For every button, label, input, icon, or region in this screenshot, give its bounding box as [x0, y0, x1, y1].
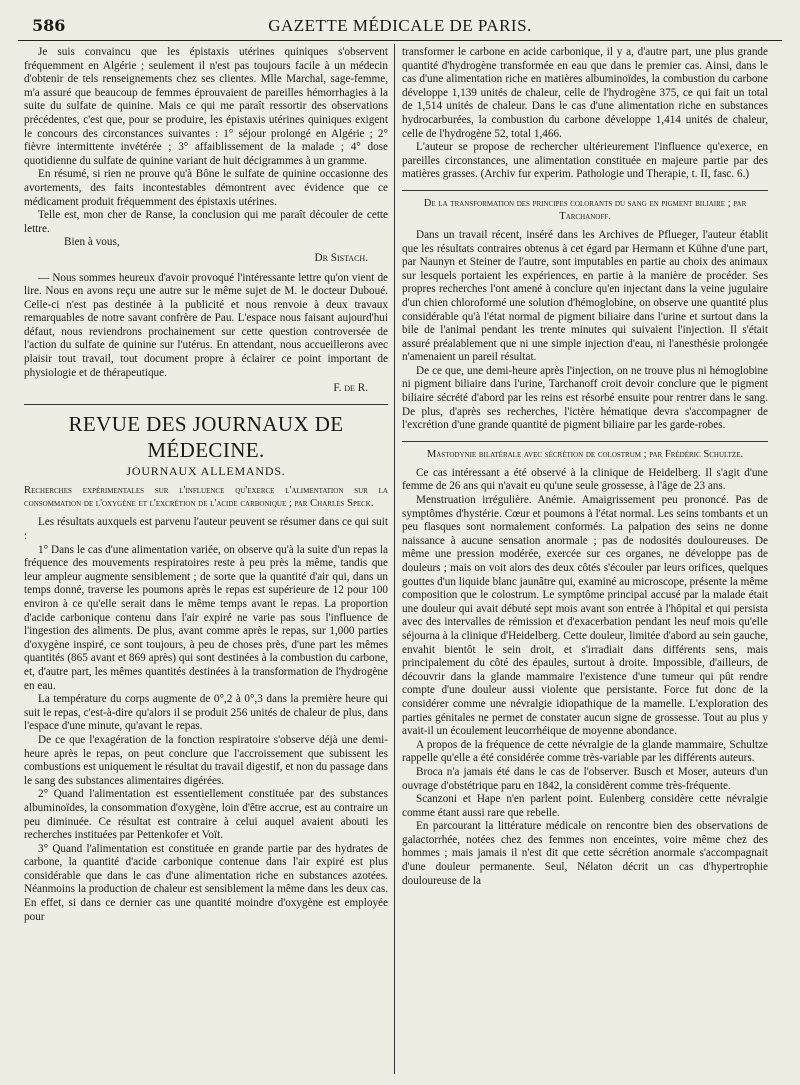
article-title: Recherches expérimentales sur l'influence qu'exerce l'alimentation sur la consommation de l'oxygène et l'excrétion de l'acide carbonique ; par Charles Speck. — [24, 485, 388, 510]
page-header — [18, 12, 782, 38]
paragraph: 2° Quand l'alimentation est essentiellement constituée par des substances albuminoïdes, la consommation d'oxygène, loin d'être accrue, est au contraire un peu diminuée. Ce résultat est contraire à celui auquel avaient abouti les recherches instituées par Pettenkofer et Voït. — [24, 788, 388, 842]
paragraph: Scanzoni et Hape n'en parlent point. Eulenberg considère cette névralgie comme étant aussi rare que rebelle. — [402, 793, 768, 819]
section-rule — [24, 404, 388, 405]
paragraph: Je suis convaincu que les épistaxis utérines quiniques s'observent fréquemment en Algérie ; seulement il n'est pas toujours facile à un médecin d'obtenir de tels renseignements chez ses clientes. Mlle Marchal, sage-femme, m'a assuré que beaucoup de femmes éprouvaient de pareilles hémorrhagies à la suite du sulfate de quinine. Mais ce qui me paraît ressortir des observations précédentes, c'est que, pour se produire, les épistaxis utérines quiniques exigent le concours des circonstances suivantes : 1° séjour prolongé en Algérie ; 2° fièvre intermittente invétérée ; 3° affaiblissement de la malade ; 4° dose quotidienne du sulfate de quinine variant de huit décigrammes à un gramme. — [24, 46, 388, 167]
article-title: De la transformation des principes colorants du sang en pigment biliaire ; par Tarchanoff. — [423, 197, 747, 222]
paragraph: 1° Dans le cas d'une alimentation variée, on observe qu'à la suite d'un repas la fréquence des mouvements respiratoires reste à peu près la même, tandis que leur ampleur augmente sensiblement ; de sorte que la quantité d'air qui, dans un temps donné, traverse les poumons après le repas est supérieure de 12 pour 100 environ à ce qu'elle serait dans le même temps avant le repas. La proportion d'acide carbonique contenu dans l'air expiré ne varie pas sous l'influence de l'ingestion des aliments. De plus, avant comme après le repas, sur 1,000 parties d'oxygène inspiré, ce sont toujours, à peu de choses près, d'une part les mêmes quantités (865 avant et 869 après) qui sont destinées à la combustion du carbone, et, d'autre part, les mêmes quantités destinées à la transformation de l'hydrogène en eau. — [24, 543, 388, 692]
paragraph: A propos de la fréquence de cette névralgie de la glande mammaire, Schultze rappelle qu'elle a été considérée comme très-variable par les différents auteurs. — [402, 738, 768, 765]
paragraph: Les résultats auxquels est parvenu l'auteur peuvent se résumer dans ce qui suit : — [24, 516, 388, 543]
article-title: Mastodynie bilatérale avec sécrétion de colostrum ; par Frédéric Schultze. — [426, 448, 744, 460]
subsection-title: JOURNAUX ALLEMANDS. — [126, 463, 286, 478]
paragraph: La température du corps augmente de 0°,2 à 0°,3 dans la première heure qui suit le repas, c'est-à-dire qu'alors il se produit 256 unités de chaleur de plus, dans l'espace d'une minute, qu'avant le repas. — [24, 693, 388, 733]
paragraph: Dans un travail récent, inséré dans les Archives de Pflueger, l'auteur établit que les résultats contraires obtenus à cet égard par Hermann et Kühne d'une part, par Naunyn et Steiner de l'autre, sont imputables en partie au choix des animaux sur lesquels portaient les expériences, en partie à la manière de procéder. Ses propres recherches l'ont amené à conclure qu'en injectant dans la veine jugulaire d'un chien chloroformé une solution d'hémoglobine, on observe une quantité plus considérable qu'à l'état normal de pigment biliaire dans l'urine et surtout dans la bile de l'animal pendant les trente minutes qui suivaient l'injection. Il s'était assuré préalablement que ni une simple injection d'eau, ni l'anesthésie prolongée n'amenaient un pareil résultat. — [402, 228, 768, 364]
paragraph: transformer le carbone en acide carbonique, il y a, d'autre part, une plus grande quantité d'hydrogène transformée en eau que dans le premier cas. Ainsi, dans le cas d'une alimentation riche en matières albuminoïdes, la combustion du carbone développe 1,139 unités de chaleur, celle de l'hydrogène 375, ce qui fait un total de 1,514 unités de chaleur. Dans le cas d'une alimentation riche en substances hydrocarburées, la combustion du carbone développe 1,414 unités de chaleur, celle de l'hydrogène 52, total 1,466. — [402, 46, 768, 140]
editor-signature: F. de R. — [333, 382, 368, 395]
editor-note: — Nous sommes heureux d'avoir provoqué l'intéressante lettre qu'on vient de lire. Nous en avons reçu une autre sur le même sujet de M. le docteur Duboué. Celle-ci n'est pas destinée à la publicité et nous renvoie à deux travaux remarquables de notre savant confrère de Pau. L'espace nous faisant aujourd'hui défaut, nous reviendrons prochainement sur cette question controversée de l'action du sulfate de quinine sur l'utérus. En attendant, nous accueillerons avec plaisir tout travail, tout document propre à éclairer ce point important de physiologie et de thérapeutique. — [24, 271, 388, 379]
paragraph: Telle est, mon cher de Ranse, la conclusion qui me paraît découler de cette lettre. — [24, 209, 388, 235]
paragraph: Broca n'a jamais été dans le cas de l'observer. Busch et Moser, auteurs d'un ouvrage d'obstétrique paru en 1842, la considèrent comme très-fréquente. — [402, 765, 768, 792]
paragraph: 3° Quand l'alimentation est constituée en grande partie par des hydrates de carbone, la quantité d'acide carbonique contenue dans l'air expiré est plus considérable que dans le cas d'une alimentation riche en substances azotées. Néanmoins la production de chaleur est sensiblement la même dans les deux cas. En effet, si dans ce dernier cas une quantité moindre d'oxygène est employée pour — [24, 842, 388, 923]
paragraph: Menstruation irrégulière. Anémie. Amaigrissement peu prononcé. Pas de symptômes d'hystérie. Cœur et poumons à l'état normal. Les seins tombants et un peu flasques sont normalement conformés. La palpation des seins ne donne naissance à aucune sensation anormale ; pas de nodosités douloureuses. De même une pression modérée, exercée sur ces organes, ne développe pas de douleurs ; mais on voit alors des deux côtés s'écouler par leurs orifices, quelques gouttes d'un liquide blanc jaunâtre qui, examiné au microscope, présente la même composition que le colostrum. Le symptôme principal accusé par la malade était une douleur qui avait débuté sept mois avant son entrée à l'hôpital et qui persista avec des intervalles de rémission et d'exacerbation pendant les neuf mois qu'elle séjourna à la clinique d'Heidelberg. Cette douleur, limitée d'abord au sein gauche, envahit bientôt le sein droit, et s'irradiait dans différents sens, mais principalement du côté des épaules, surtout à droite. Impossible, d'ailleurs, de découvrir dans la glande mammaire l'existence d'une tumeur qui pût rendre compte d'une douleur aussi violente que persistante. Force fut donc de la considérer comme une névralgie idiopathique de la mamelle. L'exploration des parties génitales ne permet de constater aucun signe de grossesse. Tout au plus y avait-il un écoulement leucorrhéique de moyenne abondance. — [402, 494, 768, 738]
signature: Dr Sistach. — [314, 251, 368, 264]
paragraph: En résumé, si rien ne prouve qu'à Bône le sulfate de quinine occasionne des avortements, des faits incontestables démontrent avec évidence que ce médicament produit fréquemment des épistaxis utérines. — [24, 168, 388, 208]
running-title: GAZETTE MÉDICALE DE PARIS. — [268, 16, 532, 35]
column-divider — [394, 44, 395, 1074]
paragraph: L'auteur se propose de rechercher ultérieurement l'influence qu'exerce, en pareilles circonstances, une alimentation constituée en majeure partie par des matières grasses. (Archiv fur experim. Pathologie und Therapie, t. II, fasc. 6.) — [402, 141, 768, 181]
header-rule — [18, 40, 782, 41]
right-column — [402, 46, 768, 888]
article-rule — [402, 190, 768, 191]
page-number: 586 — [32, 16, 66, 35]
left-column — [24, 46, 388, 924]
section-title: REVUE DES JOURNAUX DE MÉDECINE. — [68, 411, 344, 462]
paragraph: De ce que, une demi-heure après l'injection, on ne trouve plus ni hémoglobine ni pigment biliaire dans l'urine, Tarchanoff croit devoir conclure que le pigment biliaire sécrété d'abord par les reins est résorbé ensuite pour rentrer dans le sang. De plus, d'après ses recherches, l'ictère hématique devra s'accompagner de l'excrétion d'une grande quantité de pigment biliaire par les garde-robes. — [402, 364, 768, 432]
paragraph: En parcourant la littérature médicale on rencontre bien des observations de galactorrhée, notées chez des femmes non enceintes, voire même chez des hommes ; mais jamais il n'est dit que cette sécrétion anormale s'accompagnait d'une douleur permanente. Seul, Nélaton décrit un cas d'hypertrophie douloureuse de la — [402, 820, 768, 887]
paragraph: Ce cas intéressant a été observé à la clinique de Heidelberg. Il s'agit d'une femme de 26 ans qui n'avait eu qu'une seule grossesse, à l'âge de 23 ans. — [402, 466, 768, 493]
article-rule — [402, 441, 768, 442]
paragraph: De ce que l'exagération de la fonction respiratoire s'observe déjà une demi-heure après le repas, on peut conclure que l'accroissement que subissent les combustions est uniquement le résultat du travail digestif, et non du passage dans le sang des substances alimentaires digérées. — [24, 733, 388, 787]
closing-salutation: Bien à vous, — [64, 236, 120, 249]
